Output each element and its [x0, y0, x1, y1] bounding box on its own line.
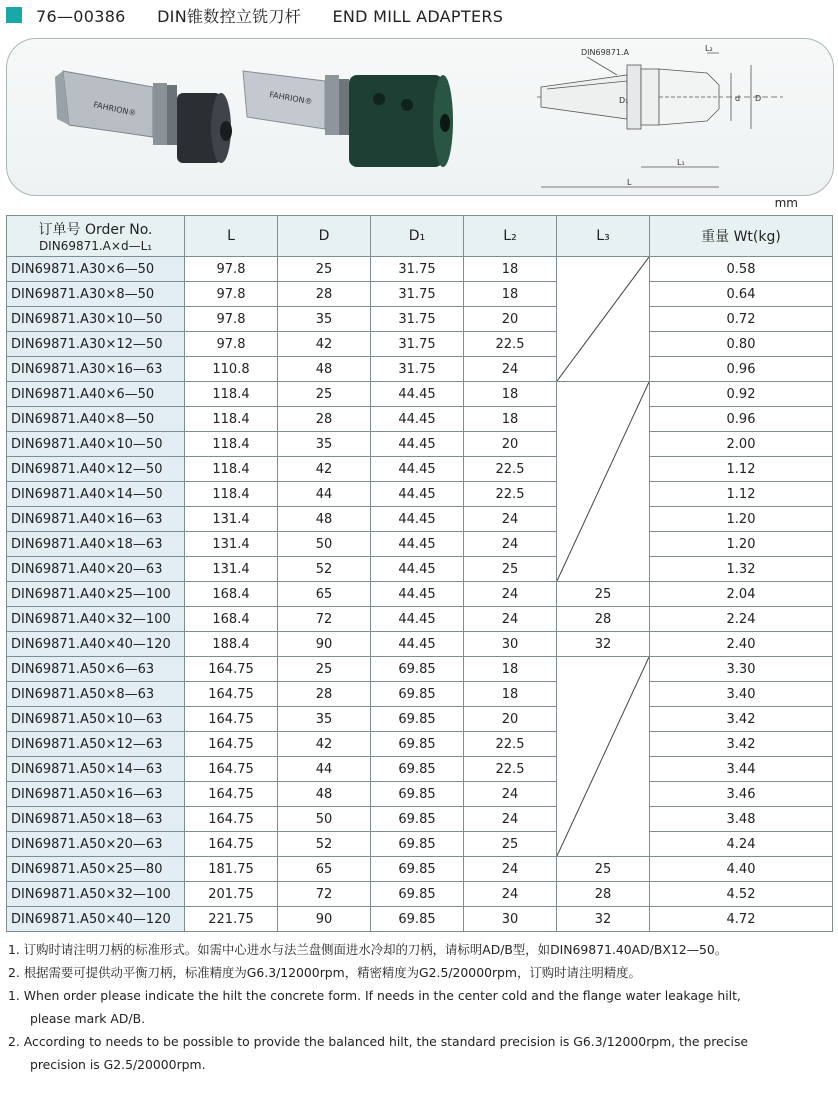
cell-d: 35 — [278, 707, 371, 732]
cell-d1: 44.45 — [371, 557, 464, 582]
cell-l: 97.8 — [185, 332, 278, 357]
cell-d1: 69.85 — [371, 882, 464, 907]
table-row — [7, 307, 833, 332]
table-row — [7, 732, 833, 757]
cell-weight: 0.96 — [650, 357, 833, 382]
cell-l: 164.75 — [185, 782, 278, 807]
cell-order-no: DIN69871.A50×20—63 — [7, 832, 185, 857]
header-title — [36, 4, 529, 27]
drawing-label-din: DIN69871.A — [581, 48, 629, 57]
cell-l2: 20 — [464, 307, 557, 332]
cell-d1: 69.85 — [371, 657, 464, 682]
cell-l: 164.75 — [185, 707, 278, 732]
note-en-1-cont: please mark AD/B. — [30, 1011, 146, 1026]
cell-l2: 24 — [464, 882, 557, 907]
cell-l: 164.75 — [185, 757, 278, 782]
product-code: 76—00386 — [36, 7, 126, 26]
table-row — [7, 682, 833, 707]
cell-d1: 44.45 — [371, 482, 464, 507]
table-row — [7, 707, 833, 732]
table-row — [7, 507, 833, 532]
cell-weight: 0.58 — [650, 257, 833, 282]
diagonal-slash-icon — [557, 382, 649, 581]
cell-weight: 0.64 — [650, 282, 833, 307]
cell-l2: 18 — [464, 257, 557, 282]
cell-l: 131.4 — [185, 557, 278, 582]
cell-d: 90 — [278, 907, 371, 932]
cell-d: 25 — [278, 657, 371, 682]
cell-l2: 22.5 — [464, 757, 557, 782]
cell-weight: 0.96 — [650, 407, 833, 432]
cell-d: 44 — [278, 757, 371, 782]
cell-d1: 69.85 — [371, 707, 464, 732]
cell-weight: 4.40 — [650, 857, 833, 882]
cell-l2: 24 — [464, 857, 557, 882]
cell-d: 50 — [278, 532, 371, 557]
notes-section — [8, 938, 834, 1076]
cell-d: 28 — [278, 407, 371, 432]
cell-l3-not-applicable — [557, 382, 650, 582]
cell-l: 131.4 — [185, 507, 278, 532]
table-row — [7, 632, 833, 657]
table-row — [7, 607, 833, 632]
cell-d1: 44.45 — [371, 607, 464, 632]
cell-l3-not-applicable — [557, 257, 650, 382]
cell-weight: 1.20 — [650, 507, 833, 532]
cell-weight: 4.72 — [650, 907, 833, 932]
cell-l3-not-applicable — [557, 657, 650, 857]
cell-order-no: DIN69871.A50×16—63 — [7, 782, 185, 807]
cell-weight: 3.42 — [650, 732, 833, 757]
drawing-label-big-d: D — [755, 94, 762, 103]
table-row — [7, 532, 833, 557]
table-row — [7, 382, 833, 407]
cell-order-no: DIN69871.A40×8—50 — [7, 407, 185, 432]
header-l: L — [185, 216, 278, 257]
cell-l2: 24 — [464, 807, 557, 832]
table-row — [7, 582, 833, 607]
cell-d: 42 — [278, 732, 371, 757]
cell-l: 97.8 — [185, 282, 278, 307]
cell-order-no: DIN69871.A50×12—63 — [7, 732, 185, 757]
header-d1: D₁ — [371, 216, 464, 257]
cell-d1: 31.75 — [371, 307, 464, 332]
cell-d: 42 — [278, 457, 371, 482]
table-row — [7, 657, 833, 682]
table-row — [7, 282, 833, 307]
cell-order-no: DIN69871.A50×18—63 — [7, 807, 185, 832]
cell-l: 164.75 — [185, 807, 278, 832]
cell-weight: 1.32 — [650, 557, 833, 582]
cell-weight: 0.80 — [650, 332, 833, 357]
cell-l: 118.4 — [185, 432, 278, 457]
page-header — [0, 0, 838, 30]
cell-l: 164.75 — [185, 682, 278, 707]
cell-l: 164.75 — [185, 832, 278, 857]
brand-label-2: FAHRION® — [268, 90, 314, 107]
cell-l: 118.4 — [185, 457, 278, 482]
cell-d: 65 — [278, 582, 371, 607]
cell-d1: 69.85 — [371, 682, 464, 707]
cell-weight: 2.40 — [650, 632, 833, 657]
cell-d: 35 — [278, 432, 371, 457]
table-row — [7, 907, 833, 932]
cell-l: 110.8 — [185, 357, 278, 382]
cell-l2: 18 — [464, 657, 557, 682]
cell-d: 90 — [278, 632, 371, 657]
cell-order-no: DIN69871.A50×14—63 — [7, 757, 185, 782]
cell-d: 25 — [278, 257, 371, 282]
cell-weight: 4.52 — [650, 882, 833, 907]
cell-d: 35 — [278, 307, 371, 332]
cell-l2: 18 — [464, 682, 557, 707]
cell-order-no: DIN69871.A30×16—63 — [7, 357, 185, 382]
product-photo-2 — [243, 71, 453, 167]
table-row — [7, 482, 833, 507]
cell-l3: 32 — [557, 907, 650, 932]
cell-d1: 44.45 — [371, 582, 464, 607]
table-row — [7, 782, 833, 807]
cell-d: 52 — [278, 557, 371, 582]
cell-order-no: DIN69871.A40×14—50 — [7, 482, 185, 507]
table-row — [7, 432, 833, 457]
cell-weight: 3.48 — [650, 807, 833, 832]
table-row — [7, 457, 833, 482]
header-l3: L₃ — [557, 216, 650, 257]
cell-l: 201.75 — [185, 882, 278, 907]
drawing-label-d1: D₁ — [619, 96, 629, 105]
cell-d1: 31.75 — [371, 282, 464, 307]
table-row — [7, 757, 833, 782]
cell-weight: 0.92 — [650, 382, 833, 407]
cell-order-no: DIN69871.A40×32—100 — [7, 607, 185, 632]
cell-l: 118.4 — [185, 482, 278, 507]
cell-d1: 69.85 — [371, 807, 464, 832]
cell-order-no: DIN69871.A40×40—120 — [7, 632, 185, 657]
cell-l2: 25 — [464, 832, 557, 857]
cell-l2: 18 — [464, 382, 557, 407]
cell-d: 25 — [278, 382, 371, 407]
cell-l3: 25 — [557, 582, 650, 607]
cell-l2: 24 — [464, 582, 557, 607]
cell-d1: 69.85 — [371, 832, 464, 857]
cell-order-no: DIN69871.A40×6—50 — [7, 382, 185, 407]
cell-weight: 3.46 — [650, 782, 833, 807]
product-photo-1 — [55, 71, 232, 163]
cell-l2: 30 — [464, 907, 557, 932]
cell-order-no: DIN69871.A40×18—63 — [7, 532, 185, 557]
cell-l: 118.4 — [185, 407, 278, 432]
diagonal-slash-icon — [557, 657, 649, 856]
cell-order-no: DIN69871.A30×6—50 — [7, 257, 185, 282]
cell-l2: 18 — [464, 282, 557, 307]
table-row — [7, 882, 833, 907]
cell-l: 131.4 — [185, 532, 278, 557]
cell-d: 52 — [278, 832, 371, 857]
cell-d1: 31.75 — [371, 357, 464, 382]
cell-d1: 69.85 — [371, 907, 464, 932]
header-d: D — [278, 216, 371, 257]
diagonal-slash-icon — [557, 257, 649, 381]
cell-d: 65 — [278, 857, 371, 882]
brand-label-1: FAHRION® — [92, 100, 138, 119]
cell-l: 164.75 — [185, 732, 278, 757]
cell-weight: 2.00 — [650, 432, 833, 457]
cell-order-no: DIN69871.A30×10—50 — [7, 307, 185, 332]
cell-l3: 28 — [557, 607, 650, 632]
cell-weight: 3.42 — [650, 707, 833, 732]
title-cn: DIN锥数控立铣刀杆 — [157, 7, 302, 26]
cell-order-no: DIN69871.A50×6—63 — [7, 657, 185, 682]
cell-weight: 2.24 — [650, 607, 833, 632]
table-row — [7, 332, 833, 357]
product-illustrations — [7, 39, 833, 195]
cell-d1: 69.85 — [371, 782, 464, 807]
cell-weight: 1.20 — [650, 532, 833, 557]
cell-l2: 24 — [464, 607, 557, 632]
cell-order-no: DIN69871.A40×20—63 — [7, 557, 185, 582]
cell-l2: 24 — [464, 507, 557, 532]
note-cn-2: 2. 根据需要可提供动平衡刀柄，标准精度为G6.3/12000rpm，精密精度为G2.5/20000rpm，订购时请注明精度。 — [8, 965, 641, 980]
cell-l2: 22.5 — [464, 457, 557, 482]
table-body — [7, 257, 833, 932]
cell-l3: 25 — [557, 857, 650, 882]
cell-l: 181.75 — [185, 857, 278, 882]
cell-order-no: DIN69871.A50×8—63 — [7, 682, 185, 707]
cell-order-no: DIN69871.A30×8—50 — [7, 282, 185, 307]
cell-d: 48 — [278, 782, 371, 807]
spec-table — [6, 215, 833, 932]
cell-l2: 20 — [464, 432, 557, 457]
table-row — [7, 357, 833, 382]
cell-d: 50 — [278, 807, 371, 832]
cell-order-no: DIN69871.A50×10—63 — [7, 707, 185, 732]
note-cn-1: 1. 订购时请注明刀柄的标准形式。如需中心进水与法兰盘侧面进水冷却的刀柄，请标明AD/B型，如DIN69871.40AD/BX12—50。 — [8, 942, 728, 957]
cell-d1: 44.45 — [371, 457, 464, 482]
cell-weight: 3.30 — [650, 657, 833, 682]
cell-d1: 44.45 — [371, 532, 464, 557]
title-en: END MILL ADAPTERS — [332, 7, 504, 26]
cell-l2: 20 — [464, 707, 557, 732]
cell-d: 42 — [278, 332, 371, 357]
cell-weight: 1.12 — [650, 457, 833, 482]
cell-l3: 32 — [557, 632, 650, 657]
table-row — [7, 857, 833, 882]
cell-l2: 30 — [464, 632, 557, 657]
cell-d1: 44.45 — [371, 507, 464, 532]
drawing-label-small-d: d — [735, 94, 741, 103]
cell-weight: 1.12 — [650, 482, 833, 507]
cell-order-no: DIN69871.A40×10—50 — [7, 432, 185, 457]
cell-l2: 24 — [464, 532, 557, 557]
cell-l2: 24 — [464, 357, 557, 382]
cell-l: 164.75 — [185, 657, 278, 682]
cell-d: 72 — [278, 882, 371, 907]
table-row — [7, 557, 833, 582]
cell-weight: 0.72 — [650, 307, 833, 332]
cell-l2: 22.5 — [464, 332, 557, 357]
table-row — [7, 257, 833, 282]
cell-l: 221.75 — [185, 907, 278, 932]
cell-weight: 3.44 — [650, 757, 833, 782]
cell-order-no: DIN69871.A40×25—100 — [7, 582, 185, 607]
cell-d1: 44.45 — [371, 632, 464, 657]
cell-d1: 69.85 — [371, 732, 464, 757]
note-en-2-cont: precision is G2.5/20000rpm. — [30, 1057, 206, 1072]
cell-l: 97.8 — [185, 257, 278, 282]
cell-d1: 31.75 — [371, 257, 464, 282]
cell-d: 28 — [278, 282, 371, 307]
product-image-panel — [6, 38, 834, 196]
header-order-no — [7, 216, 185, 257]
cell-order-no: DIN69871.A50×32—100 — [7, 882, 185, 907]
cell-order-no: DIN69871.A30×12—50 — [7, 332, 185, 357]
cell-l2: 22.5 — [464, 482, 557, 507]
cell-d1: 44.45 — [371, 382, 464, 407]
cell-l2: 24 — [464, 782, 557, 807]
cell-d: 72 — [278, 607, 371, 632]
cell-weight: 4.24 — [650, 832, 833, 857]
cell-l: 188.4 — [185, 632, 278, 657]
cell-d1: 44.45 — [371, 407, 464, 432]
cell-d: 48 — [278, 507, 371, 532]
table-row — [7, 407, 833, 432]
cell-d1: 69.85 — [371, 757, 464, 782]
cell-order-no: DIN69871.A50×25—80 — [7, 857, 185, 882]
cell-l: 168.4 — [185, 582, 278, 607]
cell-d: 44 — [278, 482, 371, 507]
section-marker-icon — [6, 7, 22, 23]
table-row — [7, 807, 833, 832]
drawing-label-l2: L₂ — [705, 44, 713, 53]
cell-l3: 28 — [557, 882, 650, 907]
header-weight: 重量 Wt(kg) — [650, 216, 833, 257]
cell-l2: 25 — [464, 557, 557, 582]
cell-d1: 44.45 — [371, 432, 464, 457]
note-en-1: 1. When order please indicate the hilt the concrete form. If needs in the center cold and the flange water leakage hilt, — [8, 988, 741, 1003]
cell-l2: 18 — [464, 407, 557, 432]
cell-l: 168.4 — [185, 607, 278, 632]
cell-order-no: DIN69871.A40×12—50 — [7, 457, 185, 482]
cell-weight: 3.40 — [650, 682, 833, 707]
drawing-label-l1: L₁ — [677, 158, 685, 167]
note-en-2: 2. According to needs to be possible to provide the balanced hilt, the standard precision is G6.3/12000rpm, the precise — [8, 1034, 749, 1049]
cell-d: 48 — [278, 357, 371, 382]
cell-order-no: DIN69871.A50×40—120 — [7, 907, 185, 932]
table-header-row — [7, 216, 833, 257]
header-order-bottom: DIN69871.A×d—L₁ — [38, 239, 153, 253]
header-order-top: 订单号 Order No. — [38, 222, 153, 238]
cell-order-no: DIN69871.A40×16—63 — [7, 507, 185, 532]
unit-label: mm — [774, 196, 798, 210]
cell-l2: 22.5 — [464, 732, 557, 757]
cell-weight: 2.04 — [650, 582, 833, 607]
cell-d1: 31.75 — [371, 332, 464, 357]
cell-d1: 69.85 — [371, 857, 464, 882]
technical-drawing — [537, 53, 783, 187]
cell-l: 97.8 — [185, 307, 278, 332]
cell-l: 118.4 — [185, 382, 278, 407]
cell-d: 28 — [278, 682, 371, 707]
header-l2: L₂ — [464, 216, 557, 257]
table-row — [7, 832, 833, 857]
drawing-label-l: L — [627, 178, 632, 187]
